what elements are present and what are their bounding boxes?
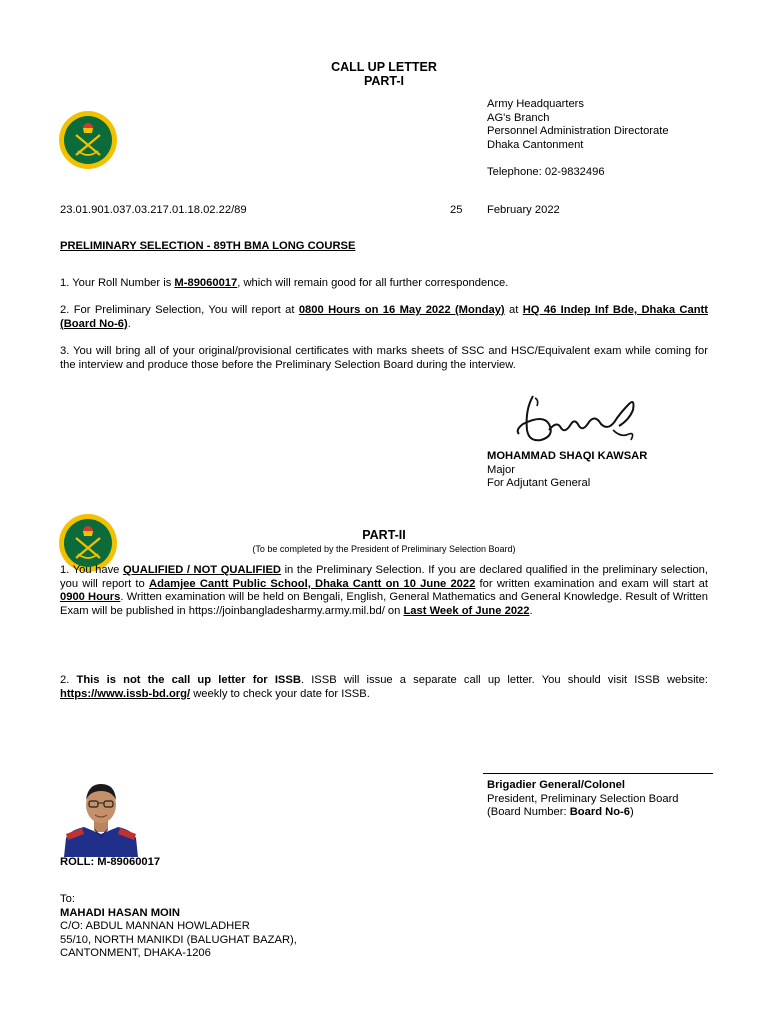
recipient-name: MAHADI HASAN MOIN — [60, 906, 180, 919]
written-exam-venue: Adamjee Cantt Public School, Dhaka Cantt on 10 June 2022 — [148, 577, 476, 590]
result-date: Last Week of June 2022 — [403, 604, 530, 617]
recipient-address — [60, 893, 460, 961]
recipient-to: To: — [60, 893, 75, 905]
para1-post: , which will remain good for all further correspondence. — [237, 277, 509, 289]
board-value: Board No-6 — [569, 806, 630, 819]
roll-number: M-89060017 — [174, 277, 238, 289]
signatory-name: MOHAMMAD SHAQI KAWSAR — [487, 450, 648, 462]
hq-address — [487, 98, 747, 180]
p2p2-e: weekly to check your date for ISSB. — [190, 687, 370, 700]
p2p1-i: . — [529, 604, 533, 617]
para2-pre: 2. For Preliminary Selection, You will report at — [60, 304, 299, 316]
board-number — [487, 806, 747, 820]
subject-heading: PRELIMINARY SELECTION - 89TH BMA LONG COURSE — [60, 240, 356, 252]
p2p1-a: 1. You have — [60, 564, 123, 576]
part2-subtitle: (To be completed by the President of Preliminary Selection Board) — [252, 544, 516, 554]
address-line2: AG's Branch — [487, 111, 550, 124]
part1-label: PART-I — [363, 74, 405, 88]
paragraph-2 — [60, 304, 708, 331]
president-rank: Brigadier General/Colonel — [487, 779, 626, 791]
paragraph-3: 3. You will bring all of your original/provisional certificates with marks sheets of SSC and HSC/Equivalent exam while coming for the interview and produce those before the Preliminary Selection Board during the interview. — [60, 345, 708, 371]
p2p1-e: for written examination and exam will start at — [475, 577, 709, 590]
candidate-roll: ROLL: M-89060017 — [60, 856, 161, 868]
report-time: 0800 Hours on 16 May 2022 (Monday) — [298, 304, 505, 316]
board-post: ) — [630, 806, 634, 819]
para2-mid: at — [504, 304, 523, 316]
signatory-role: For Adjutant General — [487, 477, 591, 490]
title-text: CALL UP LETTER — [331, 60, 437, 74]
exam-start-time: 0900 Hours — [60, 591, 121, 604]
signature-image — [505, 390, 655, 450]
para1-pre: 1. Your Roll Number is — [60, 277, 175, 289]
p2p1-g: . Written examination will be held on Bengali, English, General Mathematics and General Knowledge. Result of Written Exam will be published in https://joinbangladesharmy.army.mil.bd/ on — [60, 591, 708, 617]
recipient-line3: CANTONMENT, DHAKA-1206 — [60, 947, 211, 960]
address-line1: Army Headquarters — [487, 98, 584, 110]
p2p1-c: in the Preliminary Selection. If you are declared qualified in the preliminary selection, you will report to — [60, 564, 708, 590]
president-block — [487, 779, 747, 820]
army-emblem-icon — [59, 111, 117, 169]
signatory-rank: Major — [487, 463, 515, 476]
letter-title — [284, 60, 484, 88]
candidate-photo — [60, 778, 142, 857]
telephone: Telephone: 02-9832496 — [487, 165, 605, 178]
reference-month-year: February 2022 — [487, 204, 560, 216]
board-pre: (Board Number: — [487, 806, 570, 819]
reference-number: 23.01.901.037.03.217.01.18.02.22/89 — [60, 204, 247, 216]
para2-post: . — [127, 317, 131, 330]
issb-notice: This is not the call up letter for ISSB — [76, 674, 301, 686]
president-role: President, Preliminary Selection Board — [487, 792, 679, 805]
paragraph-1 — [60, 277, 708, 291]
p2p2-c: . ISSB will issue a separate call up letter. You should visit ISSB website: — [300, 674, 708, 686]
address-line4: Dhaka Cantonment — [487, 138, 584, 151]
part2-paragraph-2 — [60, 674, 708, 701]
part2-title: PART-II — [362, 528, 406, 542]
recipient-line2: 55/10, NORTH MANIKDI (BALUGHAT BAZAR), — [60, 933, 297, 946]
p2p2-a: 2. — [60, 674, 77, 686]
signatory-block — [487, 450, 747, 491]
recipient-line1: C/O: ABDUL MANNAN HOWLADHER — [60, 920, 250, 933]
reference-day: 25 — [450, 204, 463, 216]
address-line3: Personnel Administration Directorate — [487, 125, 669, 138]
qualification-status: QUALIFIED / NOT QUALIFIED — [122, 564, 281, 576]
issb-website-link[interactable]: https://www.issb-bd.org/ — [60, 687, 191, 700]
signature-line — [483, 773, 713, 774]
report-place: HQ 46 Indep Inf Bde, Dhaka Cantt (Board No-6) — [60, 304, 708, 330]
part2-paragraph-1 — [60, 564, 708, 618]
